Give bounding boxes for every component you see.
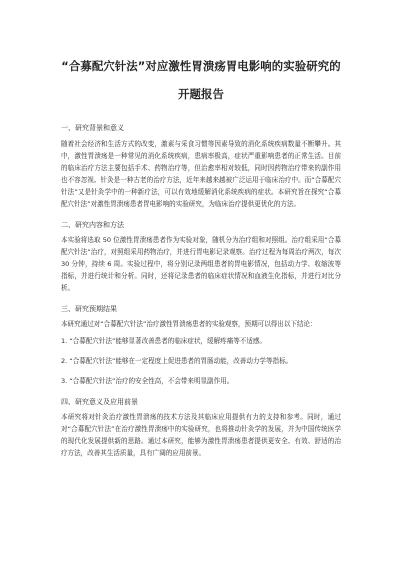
section-significance <box>61 397 341 459</box>
section-heading: 一、研究背景和意义 <box>61 124 124 132</box>
results-list <box>61 335 341 387</box>
section-paragraph: 本实验将选取 50 位激性胃溃疡患者作为实验对象，随机分为治疗组和对照组。治疗组采用“合募配穴针法”治疗，对照组采用药物治疗，并进行胃电影记录观察。治疗过程为每周治疗两次，每次 30 分钟，持续 6 周。实验过程中，将分别记录两组患者的胃电影情况，包括动力学、收缩波等指标，并进行统计和分析。同时，还将记录患者的临床症状情况和血液生化指标，并进行对比分析。 <box>61 236 341 292</box>
section-paragraph: 随着社会经济和生活方式的改变，激素与采食习惯等因素导致的消化系统疾病数量不断攀升。其中，激性胃溃疡是一种常见的消化系统疾病，患病率极高，症状严重影响患者的正常生活。目前的临床治疗方法主要包括手术、药物治疗等，但治愈率相对较低，同时因药物治疗带来的副作用也不容忽视。针灸是一种古老的治疗方法，近年来越来越被广泛运用于临床治疗中。而“合募配穴针法”又是针灸学中的一种新疗法，可以有效地缓解消化系统疾病的症状。本研究旨在探究“合募配穴针法”对激性胃溃疡患者胃电影响的实验研究，为临床治疗提供更优化的方法。 <box>61 140 341 208</box>
list-item: 2. “合募配穴针法”能够在一定程度上促进患者的胃肠动能，改善动力学等指标。 <box>61 357 293 365</box>
section-paragraph: 本研究将对针灸治疗激性胃溃疡的技术方法及其临床应用提供有力的支持和参考。同时，通过对“合募配穴针法”在治疗激性胃溃疡中的实验研究，也将推动针灸学的发展，并为中国传统医学的现代化发展提供新的思路。通过本研究，能够为激性胃溃疡患者提供更安全、有效、舒适的治疗方法，改善其生活质量，具有广阔的应用前景。 <box>61 413 341 457</box>
section-paragraph: 本研究通过对“合募配穴针法”治疗激性胃溃疡患者的实验观察，预期可以得出以下结论： <box>61 320 317 328</box>
section-heading: 二、研究内容和方法 <box>61 221 124 229</box>
section-background <box>61 123 341 210</box>
list-item: 3. “合募配穴针法”治疗的安全性高，不会带来明显副作用。 <box>61 377 234 385</box>
list-item: 1. “合募配穴针法”能够显著改善患者的临床症状，缓解疼痛等不适感。 <box>61 337 266 345</box>
document-subtitle: 开题报告 <box>178 87 224 101</box>
section-content-method <box>61 220 341 294</box>
section-heading: 四、研究意义及应用前景 <box>61 398 138 406</box>
section-expected-results <box>61 304 341 387</box>
document-title: “合募配穴针法”对应激性胃溃疡胃电影响的实验研究的 <box>61 59 341 73</box>
section-heading: 三、研究预期结果 <box>61 305 117 313</box>
